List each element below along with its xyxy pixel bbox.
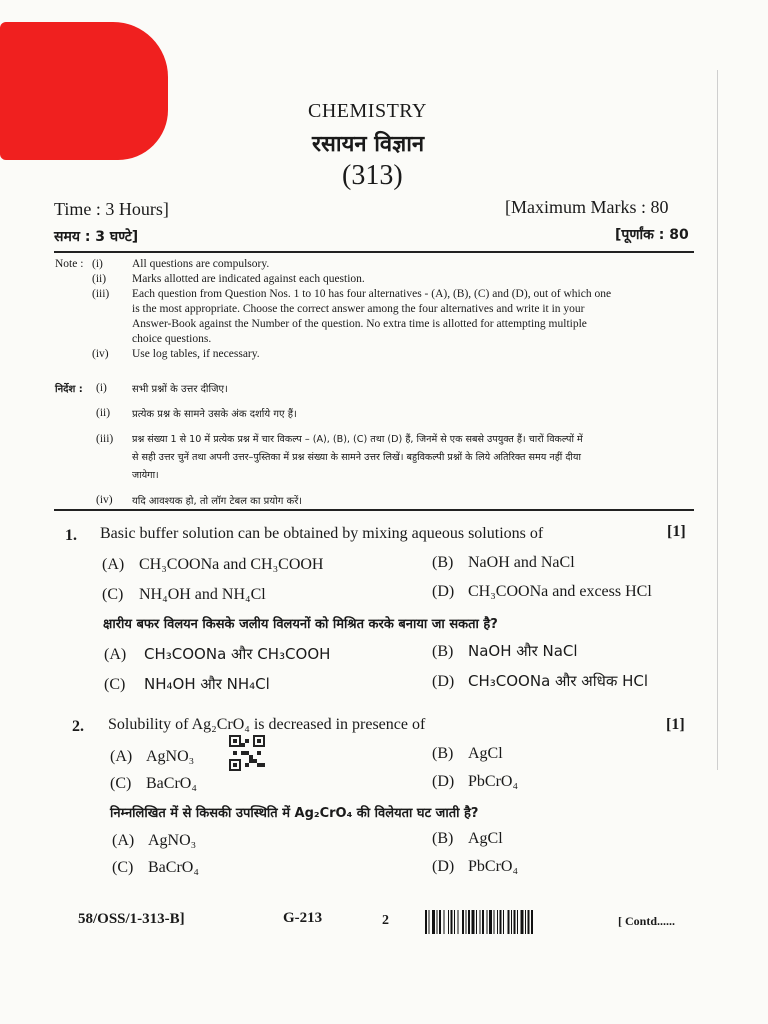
note-num: (ii) [96,407,111,419]
option-text: AgNO₃ [146,748,195,765]
question-marks: [1] [667,523,686,540]
note-text-line: choice questions. [132,333,212,345]
option-text: CH₃COONa and CH₃COOH [139,556,324,573]
time-english: Time : 3 Hours] [54,199,169,219]
option-label: (D) [432,583,455,600]
option-label: (B) [432,745,454,762]
option-label: (C) [112,859,134,876]
option-text: NH₄OH and NH₄Cl [139,586,266,603]
question-text: Basic buffer solution can be obtained by mixing aqueous solutions of [100,525,544,542]
barcode-icon [425,910,605,934]
note-label: Note : [55,258,84,270]
notes-divider [54,509,694,511]
option-label: (A) [112,832,135,849]
page-number: 2 [382,913,389,928]
option-text: AgCl [468,745,503,762]
subject-code: (313) [342,160,403,191]
option-label: (A) [102,556,125,573]
note-text-line: is the most appropriate. Choose the correct answer among the four alternatives and write it in your [132,303,585,315]
time-hindi: समय : 3 घण्टे] [54,229,139,245]
option-label: (B) [432,830,454,847]
note-num: (iv) [92,348,109,360]
option-label: (D) [432,858,455,875]
set-code: G-213 [283,910,323,926]
hindi-note-label: निर्देश : [55,384,83,395]
max-marks-english: [Maximum Marks : 80 [505,197,669,217]
subject-title-hindi: रसायन विज्ञान [312,132,425,157]
max-marks-hindi: [पूर्णांक : 80 [615,227,689,243]
note-num: (iii) [96,433,114,445]
option-text-hindi: CH₃COONa और अधिक HCl [468,672,649,690]
qr-code-icon [229,735,265,771]
option-text-hindi: NH₄OH और NH₄Cl [144,675,270,693]
hindi-note-text: प्रत्येक प्रश्न के सामने उसके अंक दर्शाये गए हैं। [132,409,297,420]
hindi-note-text-line: प्रश्न संख्या 1 से 10 में प्रत्येक प्रश्न में चार विकल्प – (A), (B), (C) तथा (D) हैं, जिनमें से एक सबसे उपयुक्त हैं। चारों विकल्पों में [132,434,583,445]
note-num: (i) [92,258,103,270]
option-label: (C) [102,586,124,603]
redaction-mark [0,22,168,160]
question-number: 1. [65,527,77,544]
option-label: (A) [110,748,133,765]
question-marks: [1] [666,716,685,733]
question-number: 2. [72,718,84,735]
hindi-note-text-line: से सही उत्तर चुनें तथा अपनी उत्तर–पुस्तिका में प्रश्न संख्या के सामने उत्तर लिखें। बहुविकल्पी प्रश्नों के लिये अतिरिक्त समय नहीं दीया [132,452,581,463]
continued-label: [ Contd...... [618,914,676,928]
option-text: CH₃COONa and excess HCl [468,583,652,600]
option-text: BaCrO₄ [146,775,197,792]
option-label: (B) [432,554,454,571]
option-label: (C) [104,676,126,693]
header-divider [54,251,694,253]
note-text: All questions are compulsory. [132,258,270,270]
note-num: (i) [96,382,107,394]
note-text-line: Answer-Book against the Number of the question. No extra time is allotted for attempting multiple [132,318,587,330]
option-text: AgCl [468,830,503,847]
hindi-note-text-line: जायेगा। [132,470,159,481]
note-num: (ii) [92,273,107,285]
option-label: (D) [432,673,455,690]
question-text-hindi: निम्नलिखित में से किसकी उपस्थिति में Ag₂CrO₄ की विलेयता घट जाती है? [110,806,479,821]
option-label: (C) [110,775,132,792]
subject-title-english: CHEMISTRY [308,100,427,122]
option-label: (A) [104,646,127,663]
option-text: PbCrO₄ [468,773,519,790]
option-text-hindi: CH₃COONa और CH₃COOH [144,645,331,663]
option-text: AgNO₃ [148,832,197,849]
option-label: (B) [432,643,454,660]
question-text: Solubility of Ag₂CrO₄ is decreased in presence of [108,716,426,733]
option-label: (D) [432,773,455,790]
option-text-hindi: NaOH और NaCl [468,642,578,660]
paper-code: 58/OSS/1-313-B] [78,911,185,927]
question-text-hindi: क्षारीय बफर विलयन किसके जलीय विलयनों को मिश्रित करके बनाया जा सकता है? [103,617,498,632]
option-text: NaOH and NaCl [468,554,575,571]
note-num: (iv) [96,494,113,506]
option-text: BaCrO₄ [148,859,199,876]
note-num: (iii) [92,288,110,300]
note-text: Marks allotted are indicated against each question. [132,273,365,285]
option-text: PbCrO₄ [468,858,519,875]
note-text-line: Each question from Question Nos. 1 to 10 has four alternatives - (A), (B), (C) and (D), out of which one [132,288,612,300]
hindi-note-text: यदि आवश्यक हो, तो लॉग टेबल का प्रयोग करें। [132,496,303,507]
scan-edge-line [717,70,718,770]
hindi-note-text: सभी प्रश्नों के उत्तर दीजिए। [132,384,228,395]
note-text: Use log tables, if necessary. [132,348,260,360]
